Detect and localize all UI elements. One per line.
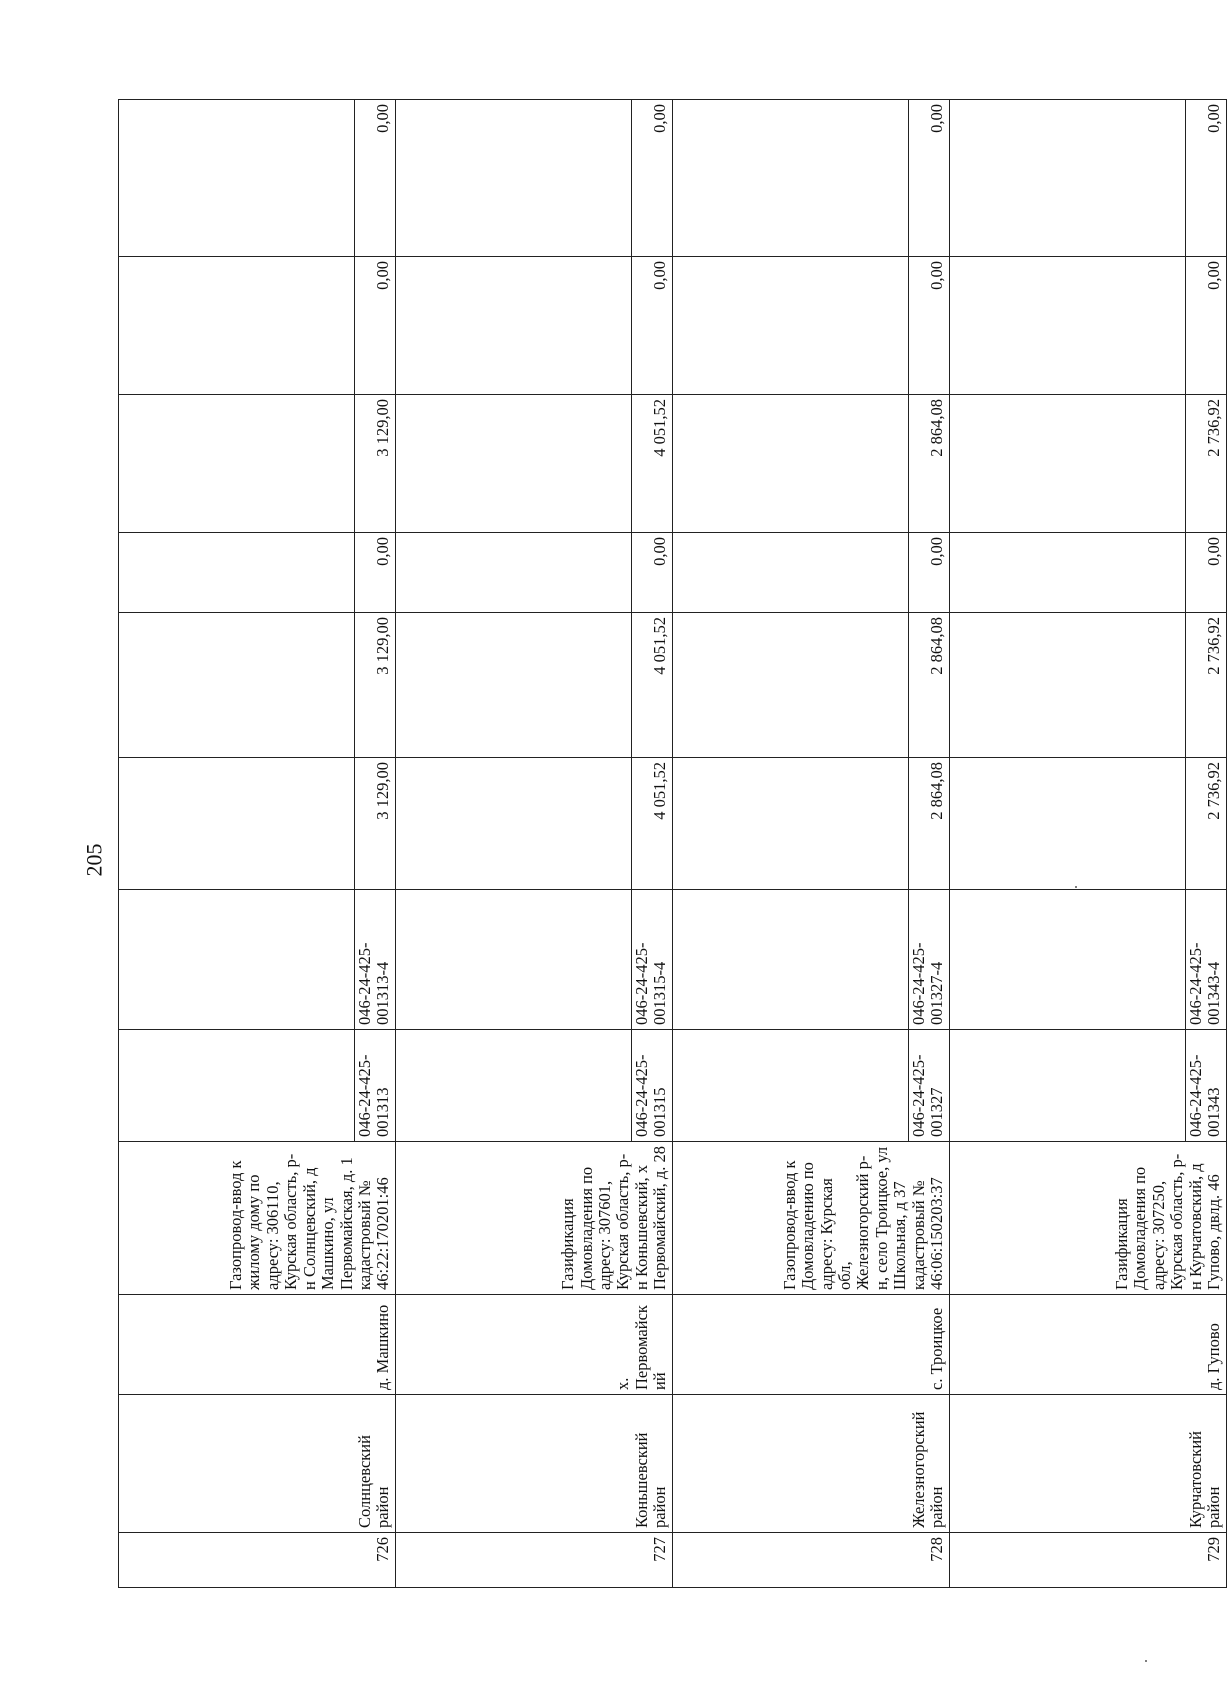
cell-settlement: д. Гупово xyxy=(949,1295,1226,1395)
cell-v1: 2 736,92 xyxy=(1185,758,1226,890)
cell-id2: 046-24-425-001343-4 xyxy=(1185,890,1226,1030)
table-row-728-spacer xyxy=(672,100,908,1588)
cell-settlement: с. Троицкое xyxy=(672,1295,949,1395)
registry-table xyxy=(118,99,1227,1588)
cell-v6: 0,00 xyxy=(1185,100,1226,257)
cell-v3: 0,00 xyxy=(355,533,396,613)
cell-v4: 2 736,92 xyxy=(1185,395,1226,533)
cell-id1: 046-24-425-001315 xyxy=(631,1030,672,1142)
cell-settlement: д. Машкино xyxy=(119,1295,396,1395)
table-row-729-spacer xyxy=(949,100,1185,1588)
page-number xyxy=(80,830,108,890)
cell-description: Газификация Домовладения по адресу: 307601, Курская область, р-н Коньшевский, х Первомайский, д. 28 xyxy=(395,1142,672,1295)
cell-v6: 0,00 xyxy=(908,100,949,257)
cell-v3: 0,00 xyxy=(1185,533,1226,613)
cell-description: Газопровод-ввод к Домовладению по адресу: Курская обл, Железногорский р-н, село Троицкое, ул Школьная, д 37 кадастровый № 46:06:150203:37 xyxy=(672,1142,949,1295)
cell-v6: 0,00 xyxy=(355,100,396,257)
cell-v5: 0,00 xyxy=(1185,257,1226,395)
table-row-726-spacer xyxy=(119,100,355,1588)
cell-id2: 046-24-425-001315-4 xyxy=(631,890,672,1030)
table-row-727-spacer xyxy=(395,100,631,1588)
cell-district: Коньшевский район xyxy=(395,1395,672,1533)
cell-district: Железногорский район xyxy=(672,1395,949,1533)
page-number-text: 205 xyxy=(81,843,106,877)
cell-no: 727 xyxy=(395,1533,672,1588)
cell-description: Газопровод-ввод к жилому дому по адресу: 306110, Курская область, р-н Солнцевский, д Машкино, ул Первомайская, д. 1 кадастровый № 46:22:170201:46 xyxy=(119,1142,396,1295)
registry-table-rotated xyxy=(118,100,1224,1588)
cell-v4: 4 051,52 xyxy=(631,395,672,533)
cell-v1: 3 129,00 xyxy=(355,758,396,890)
cell-v5: 0,00 xyxy=(631,257,672,395)
cell-id1: 046-24-425-001327 xyxy=(908,1030,949,1142)
cell-id2: 046-24-425-001313-4 xyxy=(355,890,396,1030)
scan-speck xyxy=(1145,1660,1147,1662)
cell-v5: 0,00 xyxy=(355,257,396,395)
cell-v6: 0,00 xyxy=(631,100,672,257)
cell-no: 729 xyxy=(949,1533,1226,1588)
cell-v2: 2 736,92 xyxy=(1185,613,1226,758)
cell-no: 726 xyxy=(119,1533,396,1588)
cell-description: Газификация Домовладения по адресу: 307250, Курская область, р-н Курчатовский, д Гупово, двлд. 46 xyxy=(949,1142,1226,1295)
cell-v2: 4 051,52 xyxy=(631,613,672,758)
cell-v4: 2 864,08 xyxy=(908,395,949,533)
cell-id1: 046-24-425-001313 xyxy=(355,1030,396,1142)
scan-speck xyxy=(1075,886,1077,888)
cell-v4: 3 129,00 xyxy=(355,395,396,533)
cell-v2: 2 864,08 xyxy=(908,613,949,758)
cell-v3: 0,00 xyxy=(908,533,949,613)
cell-id2: 046-24-425-001327-4 xyxy=(908,890,949,1030)
cell-v3: 0,00 xyxy=(631,533,672,613)
cell-v5: 0,00 xyxy=(908,257,949,395)
cell-settlement: х. Первомайский xyxy=(395,1295,672,1395)
cell-no: 728 xyxy=(672,1533,949,1588)
cell-id1: 046-24-425-001343 xyxy=(1185,1030,1226,1142)
cell-v1: 2 864,08 xyxy=(908,758,949,890)
cell-v1: 4 051,52 xyxy=(631,758,672,890)
cell-district: Солнцевский район xyxy=(119,1395,396,1533)
cell-district: Курчатовский район xyxy=(949,1395,1226,1533)
cell-v2: 3 129,00 xyxy=(355,613,396,758)
